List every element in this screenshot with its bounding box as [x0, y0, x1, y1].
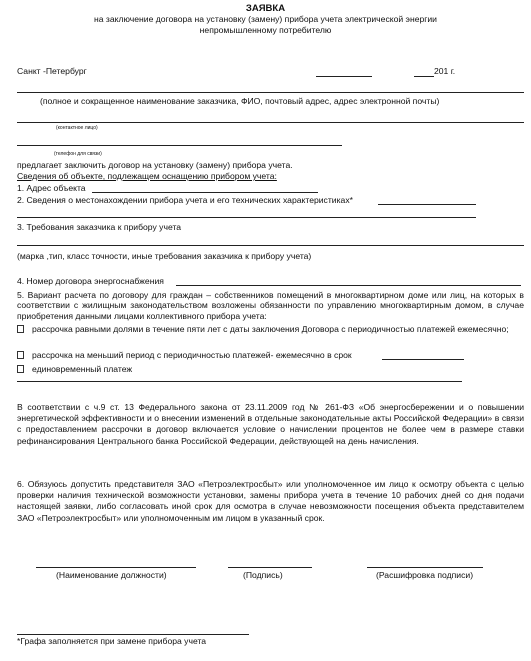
item-1-label: 1. Адрес объекта: [17, 183, 86, 193]
phone-field-label: (телефон для связи): [54, 151, 102, 157]
item-3-label: 3. Требования заказчика к прибору учета: [17, 222, 182, 232]
position-label: (Наименование должности): [56, 570, 167, 580]
year-field[interactable]: [414, 76, 434, 77]
signature-decode-label: (Расшифровка подписи): [376, 570, 474, 580]
document-subtitle-2: непромышленному потребителю: [199, 25, 332, 35]
phone-field[interactable]: [17, 145, 342, 146]
item-2-label: 2. Сведения о местонахождении прибора учета и его технических характеристиках*: [17, 195, 353, 205]
footnote-text: *Графа заполняется при замене прибора учета: [17, 636, 207, 646]
option-1-checkbox[interactable]: [17, 325, 24, 333]
object-info-heading: Сведения об объекте, подлежащем оснащению прибором учета:: [17, 171, 277, 181]
item-4-label: 4. Номер договора энергоснабжения: [17, 276, 164, 286]
notes-field[interactable]: [17, 381, 462, 382]
payment-option-3[interactable]: [17, 364, 132, 374]
payment-option-1[interactable]: [17, 324, 524, 334]
meter-location-field-2[interactable]: [17, 217, 476, 218]
signature-decode-field[interactable]: [367, 567, 483, 568]
payment-option-2[interactable]: [17, 350, 352, 360]
option-3-checkbox[interactable]: [17, 365, 24, 373]
item-6-text: 6. Обязуюсь допустить представителя ЗАО «Петроэлектросбыт» или уполномоченное им лицо к осмотру объекта с целью проверки наличия технической возможности установки, замены прибора учета в течение 10 рабочих дней со дня подачи настоящей заявки, либо согласовать иной срок для осмотра в случае невозможности посещения объекта представителем ЗАО «Петроэлектросбыт» или уполномоченным им лицом в указанный срок.: [17, 479, 524, 523]
signature-label: (Подпись): [243, 570, 283, 580]
contact-field[interactable]: [17, 122, 524, 123]
contact-field-label: (контактное лицо): [56, 125, 98, 131]
year-label: 201 г.: [434, 66, 456, 76]
day-month-field[interactable]: [316, 76, 372, 77]
contract-number-field[interactable]: [176, 285, 521, 286]
option-2-checkbox[interactable]: [17, 351, 24, 359]
signature-field[interactable]: [228, 567, 312, 568]
option-3-label: единовременный платеж: [32, 364, 133, 374]
proposal-text: предлагает заключить договор на установку (замену) прибора учета.: [17, 160, 293, 170]
footnote-separator: [17, 634, 249, 635]
customer-field[interactable]: [17, 92, 524, 93]
position-field[interactable]: [36, 567, 196, 568]
option-2-label: рассрочка на меньший период с периодичностью платежей- ежемесячно в срок: [32, 350, 352, 360]
option-1-label: рассрочка равными долями в течение пяти лет с даты заключения Договора с периодичностью платежей ежемесячно;: [32, 324, 509, 334]
document-subtitle-1: на заключение договора на установку (замену) прибора учета электрической энергии: [94, 14, 437, 24]
document-title: ЗАЯВКА: [245, 3, 286, 14]
payment-term-field[interactable]: [382, 359, 464, 360]
meter-requirements-field[interactable]: [17, 245, 524, 246]
law-paragraph: В соответствии с ч.9 ст. 13 Федерального закона от 23.11.2009 год № 261-ФЗ «Об энергосбережении и о повышении энергетической эффективности и о внесении изменений в отдельные законодательные акты Российской Федерации» в связи с предоставлением рассрочки в договор включается условие о начислении процентов не более чем в размере ставки рефинансирования Центрального банка Российской Федерации, действующей на день начисления.: [17, 402, 524, 446]
meter-requirements-label: (марка ,тип, класс точности, иные требования заказчика к прибору учета): [17, 251, 312, 261]
object-address-field[interactable]: [92, 192, 318, 193]
meter-location-field[interactable]: [378, 204, 476, 205]
customer-field-label: (полное и сокращенное наименование заказчика, ФИО, почтовый адрес, адрес электронной почты): [40, 96, 440, 106]
city-label: Санкт -Петербург: [17, 66, 87, 76]
item-5-text: 5. Вариант расчета по договору для граждан – собственников помещений в многоквартирном доме или лиц, на которых в соответствии с жилищным законодательством возложены обязанности по управлению многоквартирным домом, в случае приобретения данными лицами коллективного прибора учета:: [17, 290, 524, 321]
